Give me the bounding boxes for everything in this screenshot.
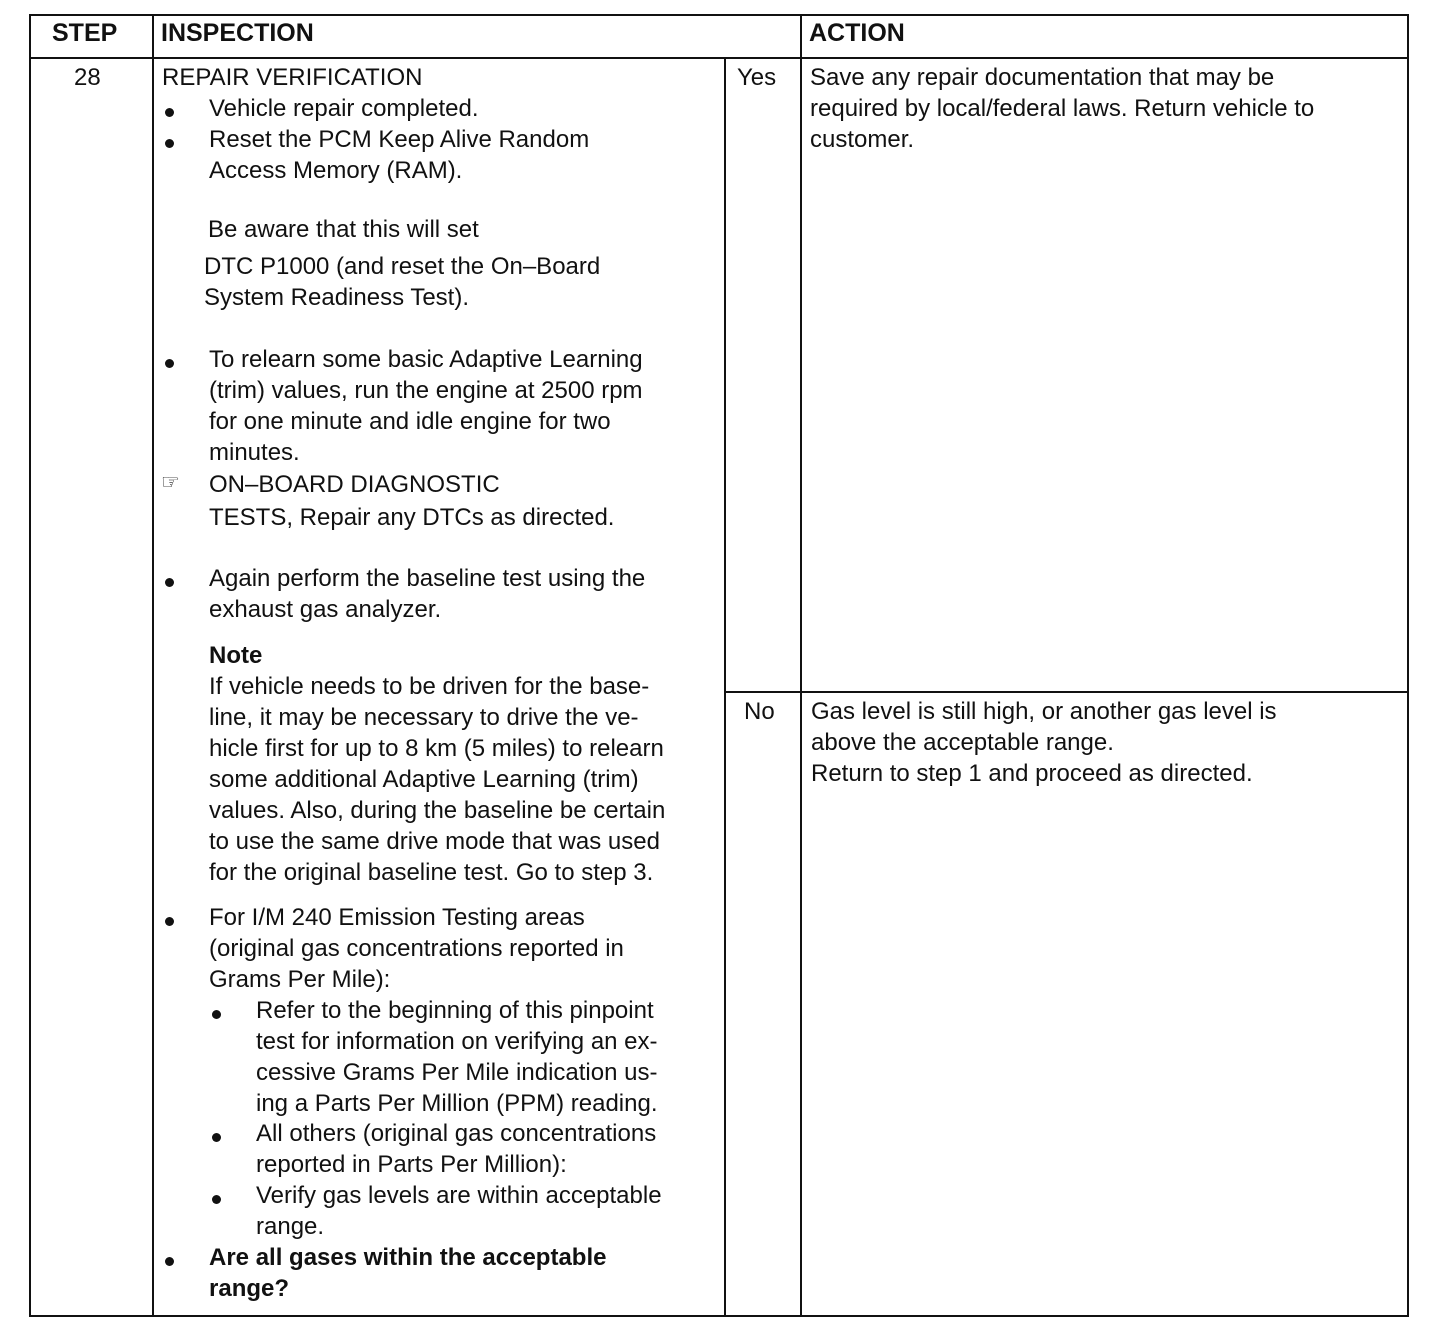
- reference-line2: TESTS, Repair any DTCs as directed.: [209, 504, 615, 531]
- bullet-repair-completed: Vehicle repair completed.: [209, 95, 479, 122]
- yes-action-line3: customer.: [810, 126, 915, 153]
- bullet-relearn-line1: To relearn some basic Adaptive Learning: [209, 346, 643, 373]
- bullet-icon: [165, 903, 174, 934]
- header-inspection: INSPECTION: [161, 19, 314, 47]
- yes-action-line1: Save any repair documentation that may be: [810, 64, 1275, 91]
- sub-bullet-verify-line2: range.: [256, 1213, 325, 1240]
- note-line7: for the original baseline test. Go to step 3.: [209, 859, 654, 886]
- question-line2: range?: [209, 1275, 290, 1302]
- yes-action-line2: required by local/federal laws. Return vehicle to: [810, 95, 1315, 122]
- header-divider: [29, 57, 1407, 59]
- answer-column-divider: [724, 57, 726, 1315]
- sub-bullet-others-line2: reported in Parts Per Million):: [256, 1151, 567, 1178]
- sub-bullet-refer-line1: Refer to the beginning of this pinpoint: [256, 997, 654, 1024]
- bullet-im240-line3: Grams Per Mile):: [209, 966, 391, 993]
- step-number: 28: [74, 64, 101, 91]
- yes-no-divider: [724, 691, 1407, 693]
- sub-bullet-refer-line4: ing a Parts Per Million (PPM) reading.: [256, 1090, 658, 1117]
- inspection-title: REPAIR VERIFICATION: [162, 64, 423, 91]
- bullet-icon: [165, 345, 174, 376]
- sub-bullet-verify-line1: Verify gas levels are within acceptable: [256, 1182, 662, 1209]
- header-step: STEP: [52, 19, 118, 47]
- bullet-icon: [165, 1243, 174, 1274]
- sub-bullet-others-line1: All others (original gas concentrations: [256, 1120, 657, 1147]
- no-label: No: [744, 698, 775, 725]
- yes-label: Yes: [737, 64, 777, 91]
- bullet-baseline-line2: exhaust gas analyzer.: [209, 596, 442, 623]
- aware-line3: System Readiness Test).: [204, 284, 469, 311]
- bullet-relearn-line4: minutes.: [209, 439, 300, 466]
- note-title: Note: [209, 642, 263, 669]
- bullet-baseline-line1: Again perform the baseline test using the: [209, 565, 646, 592]
- bullet-relearn-line2: (trim) values, run the engine at 2500 rpm: [209, 377, 643, 404]
- note-line5: values. Also, during the baseline be certain: [209, 797, 666, 824]
- reference-line1: ON–BOARD DIAGNOSTIC: [209, 471, 500, 498]
- sub-bullet-icon: [212, 1119, 221, 1150]
- bullet-reset-pcm-line2: Access Memory (RAM).: [209, 157, 463, 184]
- header-action: ACTION: [809, 19, 905, 47]
- note-line1: If vehicle needs to be driven for the base-: [209, 673, 650, 700]
- bullet-reset-pcm-line1: Reset the PCM Keep Alive Random: [209, 126, 590, 153]
- sub-bullet-refer-line2: test for information on verifying an ex-: [256, 1028, 658, 1055]
- bullet-icon: [165, 564, 174, 595]
- no-action-line1: Gas level is still high, or another gas level is: [811, 698, 1277, 725]
- question-line1: Are all gases within the acceptable: [209, 1244, 607, 1271]
- bullet-relearn-line3: for one minute and idle engine for two: [209, 408, 611, 435]
- bullet-icon: [165, 94, 174, 125]
- sub-bullet-refer-line3: cessive Grams Per Mile indication us-: [256, 1059, 658, 1086]
- action-column-divider: [800, 14, 802, 1315]
- note-line3: hicle first for up to 8 km (5 miles) to relearn: [209, 735, 664, 762]
- pointing-hand-icon: ☞: [161, 471, 180, 494]
- note-line6: to use the same drive mode that was used: [209, 828, 660, 855]
- note-line4: some additional Adaptive Learning (trim): [209, 766, 639, 793]
- aware-line1: Be aware that this will set: [208, 216, 479, 243]
- sub-bullet-icon: [212, 996, 221, 1027]
- bullet-icon: [165, 125, 174, 156]
- aware-line2: DTC P1000 (and reset the On–Board: [204, 253, 601, 280]
- bullet-im240-line1: For I/M 240 Emission Testing areas: [209, 904, 585, 931]
- note-line2: line, it may be necessary to drive the ve-: [209, 704, 639, 731]
- no-action-line3: Return to step 1 and proceed as directed.: [811, 760, 1253, 787]
- step-column-divider: [152, 14, 154, 1315]
- sub-bullet-icon: [212, 1181, 221, 1212]
- no-action-line2: above the acceptable range.: [811, 729, 1114, 756]
- bullet-im240-line2: (original gas concentrations reported in: [209, 935, 624, 962]
